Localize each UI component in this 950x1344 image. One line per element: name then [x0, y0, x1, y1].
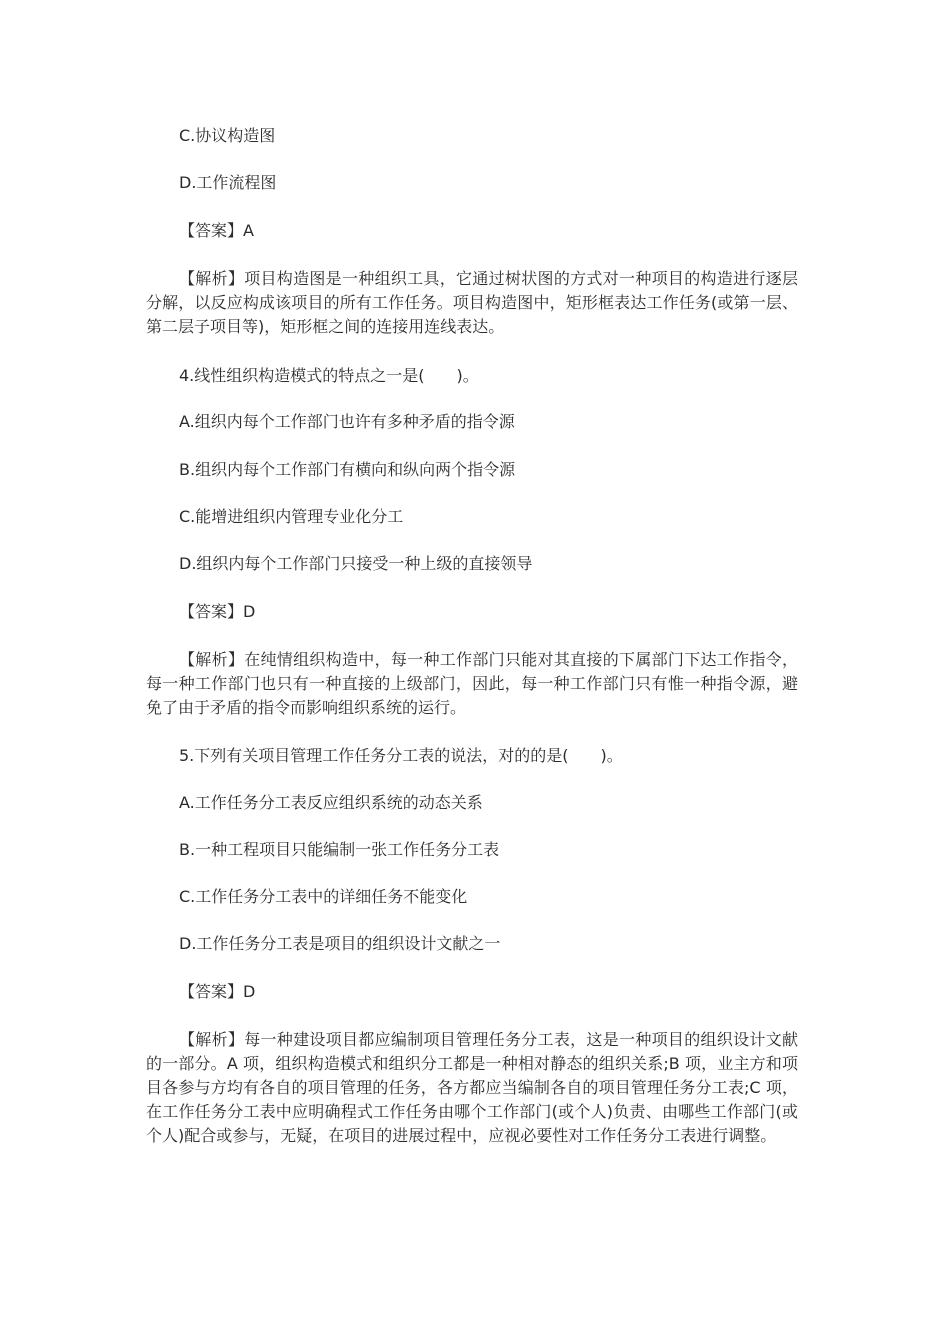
- q4-option-d: D.组织内每个工作部门只接受一种上级的直接领导: [179, 554, 533, 573]
- q5-question: 5.下列有关项目管理工作任务分工表的说法，对的的是( )。: [179, 746, 623, 765]
- q4-question: 4.线性组织构造模式的特点之一是( )。: [179, 366, 479, 385]
- q5-analysis: 【解析】每一种建设项目都应编制项目管理任务分工表，这是一种项目的组织设计文献的一部分。A 项，组织构造模式和组织分工都是一种相对静态的组织关系;B 项，业主方和项目各参与方均有各自的项目管理的任务，各方都应当编制各自的项目管理任务分工表;C 项，在工作任务分工表中应明确程式工作任务由哪个工作部门(或个人)负责、由哪些工作部门(或个人)配合或参与，无疑，在项目的进展过程中，应视必要性对工作任务分工表进行调整。: [146, 1030, 798, 1145]
- q3-option-c: C.协议构造图: [179, 126, 276, 145]
- q5-option-d: D.工作任务分工表是项目的组织设计文献之一: [179, 934, 501, 953]
- q4-option-c: C.能增进组织内管理专业化分工: [179, 507, 404, 526]
- q3-answer: 【答案】A: [179, 221, 254, 240]
- q4-option-a: A.组织内每个工作部门也许有多种矛盾的指令源: [179, 412, 515, 431]
- q5-option-a: A.工作任务分工表反应组织系统的动态关系: [179, 793, 483, 812]
- q5-answer: 【答案】D: [179, 982, 256, 1001]
- q4-analysis: 【解析】在纯情组织构造中，每一种工作部门只能对其直接的下属部门下达工作指令，每一种工作部门也只有一种直接的上级部门，因此，每一种工作部门只有惟一种指令源，避免了由于矛盾的指令而影响组织系统的运行。: [146, 650, 798, 717]
- q4-answer: 【答案】D: [179, 602, 256, 621]
- q4-option-b: B.组织内每个工作部门有横向和纵向两个指令源: [179, 460, 516, 479]
- q3-option-d: D.工作流程图: [179, 173, 277, 192]
- q5-option-c: C.工作任务分工表中的详细任务不能变化: [179, 887, 468, 906]
- q5-option-b: B.一种工程项目只能编制一张工作任务分工表: [179, 840, 500, 859]
- q3-analysis: 【解析】项目构造图是一种组织工具，它通过树状图的方式对一种项目的构造进行逐层分解，以反应构成该项目的所有工作任务。项目构造图中，矩形框表达工作任务(或第一层、第二层子项目等)，矩形框之间的连接用连线表达。: [146, 269, 798, 336]
